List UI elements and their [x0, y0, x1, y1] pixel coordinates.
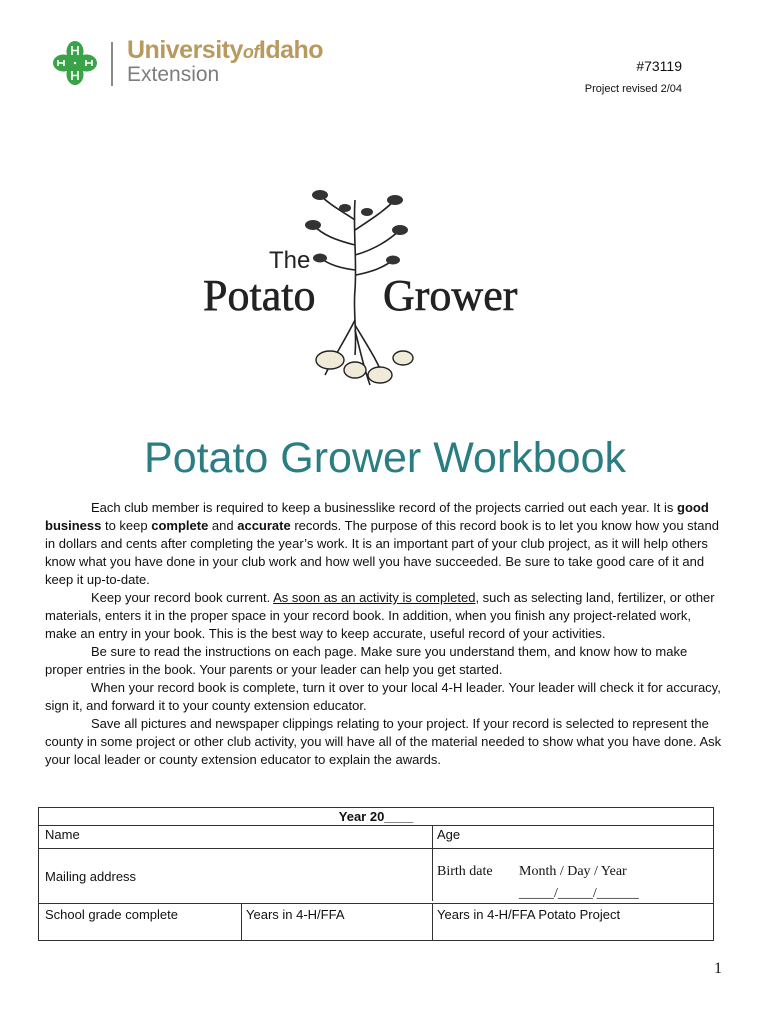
years-in-potato-project-field-label[interactable]: Years in 4-H/FFA Potato Project: [437, 907, 621, 922]
mailing-address-field-label[interactable]: Mailing address: [45, 869, 137, 884]
4h-clover-logo: [52, 40, 98, 86]
school-grade-field-label[interactable]: School grade complete: [45, 907, 178, 922]
birth-date-format: Month / Day / Year: [519, 864, 627, 879]
illustration-word-potato: Potato: [203, 271, 316, 320]
illustration-word-the: The: [269, 247, 311, 274]
age-field-label[interactable]: Age: [437, 827, 461, 842]
year-field[interactable]: Year 20____: [338, 809, 414, 824]
form-divider: [241, 903, 242, 941]
form-divider: [39, 848, 713, 849]
form-divider: [39, 903, 713, 904]
name-field-label[interactable]: Name: [45, 827, 80, 842]
university-of-idaho-wordmark: UniversityofIdaho: [127, 36, 324, 64]
intro-text: [45, 499, 725, 769]
form-divider: [39, 825, 713, 826]
form-divider: [432, 903, 433, 941]
paragraph-1: Each club member is required to keep a businesslike record of the projects carried out each year. It is good business to keep complete and accurate records. The purpose of this record book is to let you know how you stand in dollars and cents after completing the year’s work. It is an important part of your club project, as it will help others know what you have done in your club work and how well you have succeeded. Be sure to take good care of it and keep it up-to-date.: [45, 500, 719, 587]
potato-grower-illustration: [195, 180, 575, 400]
page-title: Potato Grower Workbook: [144, 434, 626, 482]
paragraph-4: When your record book is complete, turn it over to your local 4-H leader. Your leader will check it for accuracy, sign it, and forward it to your county extension educator.: [45, 680, 721, 713]
document-number: #73119: [636, 58, 682, 74]
logo-divider: [111, 42, 113, 86]
paragraph-5: Save all pictures and newspaper clippings relating to your project. If your record is selected to represent the county in some project or other club activity, you will have all of the material needed to show what you have done. Ask your local leader or county extension educator to explain the awards.: [45, 716, 722, 767]
paragraph-2: Keep your record book current. As soon as an activity is completed, such as selecting land, fertilizer, or other materials, enters it in the proper space in your record book. In addition, when you finish any project-related work, make an entry in your book. This is the best way to keep accurate, useful record of your activities.: [45, 590, 715, 641]
birth-date-field-label[interactable]: Birth date: [437, 864, 493, 879]
member-info-form: [38, 807, 714, 941]
illustration-word-grower: Grower: [383, 271, 518, 320]
paragraph-3: Be sure to read the instructions on each page. Make sure you understand them, and know how to make proper entries in the book. Your parents or your leader can help you get started.: [45, 644, 688, 677]
form-divider: [432, 825, 433, 901]
extension-wordmark: Extension: [127, 63, 220, 86]
revision-note: Project revised 2/04: [584, 83, 682, 95]
page-number: 1: [714, 960, 722, 977]
years-in-4h-field-label[interactable]: Years in 4-H/FFA: [246, 907, 345, 922]
birth-date-blank[interactable]: _____/_____/______: [519, 886, 639, 901]
